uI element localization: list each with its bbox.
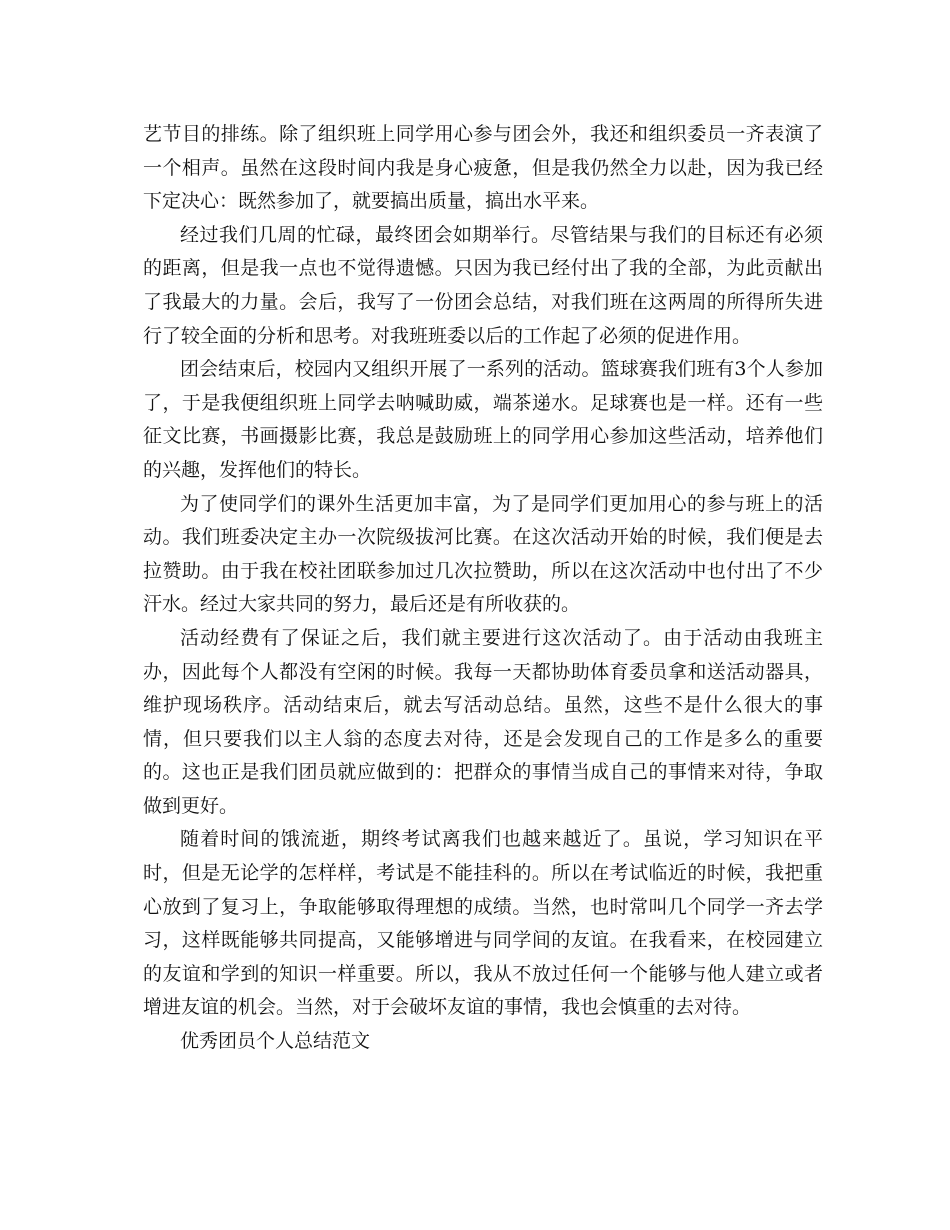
paragraph-league-meeting: 经过我们几周的忙碌，最终团会如期举行。尽管结果与我们的目标还有必须的距离，但是我一点也不觉得遗憾。只因为我已经付出了我的全部，为此贡献出了我最大的力量。会后，我写了一份团会总结，对我们班在这两周的所得所失进行了较全面的分析和思考。对我班班委以后的工作起了必须的促进作用。	[143, 223, 823, 347]
paragraph-continuation: 艺节目的排练。除了组织班上同学用心参与团会外，我还和组织委员一齐表演了一个相声。虽然在这段时间内我是身心疲惫，但是我仍然全力以赴，因为我已经下定决心：既然参加了，就要搞出质量，搞出水平来。	[143, 123, 823, 213]
paragraph-activity-funding: 活动经费有了保证之后，我们就主要进行这次活动了。由于活动由我班主办，因此每个人都没有空闲的时候。我每一天都协助体育委员拿和送活动器具，维护现场秩序。活动结束后，就去写活动总结。虽然，这些不是什么很大的事情，但只要我们以主人翁的态度去对待，还是会发现自己的工作是多么的重要的。这也正是我们团员就应做到的：把群众的事情当成自己的事情来对待，争取做到更好。	[143, 626, 823, 817]
paragraph-tug-of-war: 为了使同学们的课外生活更加丰富，为了是同学们更加用心的参与班上的活动。我们班委决定主办一次院级拔河比赛。在这次活动开始的时候，我们便是去拉赞助。由于我在校社团联参加过几次拉赞助，所以在这次活动中也付出了不少汗水。经过大家共同的努力，最后还是有所收获的。	[143, 492, 823, 616]
paragraph-campus-activities: 团会结束后，校园内又组织开展了一系列的活动。篮球赛我们班有3个人参加了，于是我便组织班上同学去呐喊助威，端茶递水。足球赛也是一样。还有一些征文比赛，书画摄影比赛，我总是鼓励班上的同学用心参加这些活动，培养他们的兴趣，发挥他们的特长。	[143, 358, 823, 481]
paragraph-final-exams: 随着时间的饿流逝，期终考试离我们也越来越近了。虽说，学习知识在平时，但是无论学的怎样样，考试是不能挂科的。所以在考试临近的时候，我把重心放到了复习上，争取能够取得理想的成绩。当然，也时常叫几个同学一齐去学习，这样既能够共同提高，又能够增进与同学间的友谊。在我看来，在校园建立的友谊和学到的知识一样重要。所以，我从不放过任何一个能够与他人建立或者增进友谊的机会。当然，对于会破坏友谊的事情，我也会慎重的去对待。	[143, 828, 823, 1019]
section-title: 优秀团员个人总结范文	[180, 1030, 371, 1053]
document-body	[143, 118, 823, 1059]
